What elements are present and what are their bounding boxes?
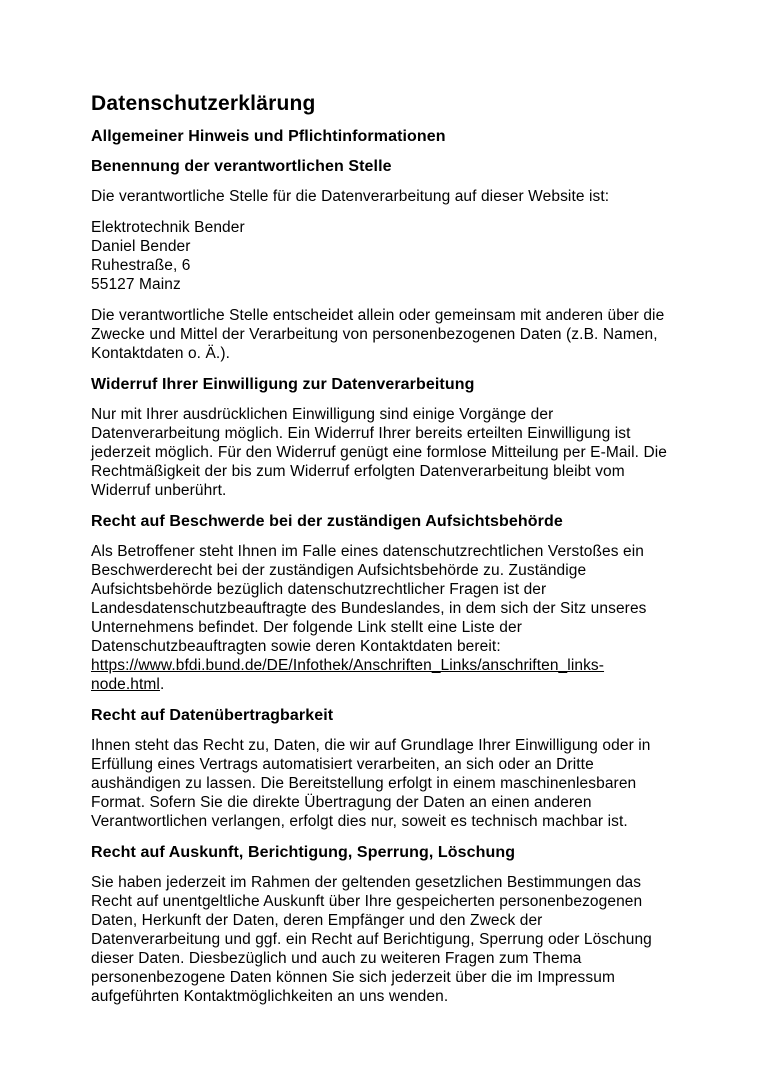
responsible-party-paragraph: Die verantwortliche Stelle entscheidet allein oder gemeinsam mit anderen über die Zwecke und Mittel der Verarbeitung von personenbezogenen Daten (z.B. Namen, Kontaktdaten o. Ä.). [91,307,665,362]
complaint-authority-paragraph [91,542,672,694]
section-heading-complaint-authority: Recht auf Beschwerde bei der zuständigen Aufsichtsbehörde [91,513,563,530]
section-access-rectification-deletion [91,843,672,1006]
section-heading-withdrawal-consent: Widerruf Ihrer Einwilligung zur Datenverarbeitung [91,376,475,393]
intro-paragraph: Die verantwortliche Stelle für die Datenverarbeitung auf dieser Website ist: [91,188,610,205]
paragraph-text-after-link: . [159,676,165,693]
section-withdrawal-consent [91,375,672,500]
section-heading-responsible-party: Benennung der verantwortlichen Stelle [91,158,392,175]
page-title: Datenschutzerklärung [91,92,316,115]
withdrawal-consent-paragraph: Nur mit Ihrer ausdrücklichen Einwilligung sind einige Vorgänge der Datenverarbeitung möglich. Ein Widerruf Ihrer bereits erteilten Einwilligung ist jederzeit möglich. Für den Widerruf genügt eine formlose Mitteilung per E-Mail. Die Rechtmäßigkeit der bis zum Widerruf erfolgten Datenverarbeitung bleibt vom Widerruf unberührt. [91,406,668,499]
address-block [91,218,672,294]
section-heading-access-rectification-deletion: Recht auf Auskunft, Berichtigung, Sperrung, Löschung [91,844,516,861]
address-line-street: Ruhestraße, 6 [91,257,191,274]
bfdi-authorities-link[interactable]: https://www.bfdi.bund.de/DE/Infothek/Anschriften_Links/anschriften_links-node.html [91,657,605,693]
section-responsible-party [91,157,672,363]
data-portability-paragraph: Ihnen steht das Recht zu, Daten, die wir auf Grundlage Ihrer Einwilligung oder in Erfüllung eines Vertrags automatisiert verarbeiten, an sich oder an Dritte aushändigen zu lassen. Die Bereitstellung erfolgt in einem maschinenlesbaren Format. Sofern Sie die direkte Übertragung der Daten an einen anderen Verantwortlichen verlangen, erfolgt dies nur, soweit es technisch machbar ist. [91,737,651,830]
address-line-city: 55127 Mainz [91,276,181,293]
subtitle-general-notice: Allgemeiner Hinweis und Pflichtinformationen [91,128,446,145]
section-complaint-authority [91,512,672,694]
address-line-company: Elektrotechnik Bender [91,219,245,236]
section-data-portability [91,706,672,831]
access-rectification-deletion-paragraph: Sie haben jederzeit im Rahmen der geltenden gesetzlichen Bestimmungen das Recht auf unentgeltliche Auskunft über Ihre gespeicherten personenbezogenen Daten, Herkunft der Daten, deren Empfänger und den Zweck der Datenverarbeitung und ggf. ein Recht auf Berichtigung, Sperrung oder Löschung dieser Daten. Diesbezüglich und auch zu weiteren Fragen zum Thema personenbezogene Daten können Sie sich jederzeit über die im Impressum aufgeführten Kontaktmöglichkeiten an uns wenden. [91,874,652,1005]
address-line-name: Daniel Bender [91,238,191,255]
paragraph-text-before-link: Als Betroffener steht Ihnen im Falle eines datenschutzrechtlichen Verstoßes ein Beschwerderecht bei der zuständigen Aufsichtsbehörde zu. Zuständige Aufsichtsbehörde bezüglich datenschutzrechtlicher Fragen ist der Landesdatenschutzbeauftragte des Bundeslandes, in dem sich der Sitz unseres Unternehmens befindet. Der folgende Link stellt eine Liste der Datenschutzbeauftragten sowie deren Kontaktdaten bereit: [91,543,647,655]
section-heading-data-portability: Recht auf Datenübertragbarkeit [91,707,334,724]
